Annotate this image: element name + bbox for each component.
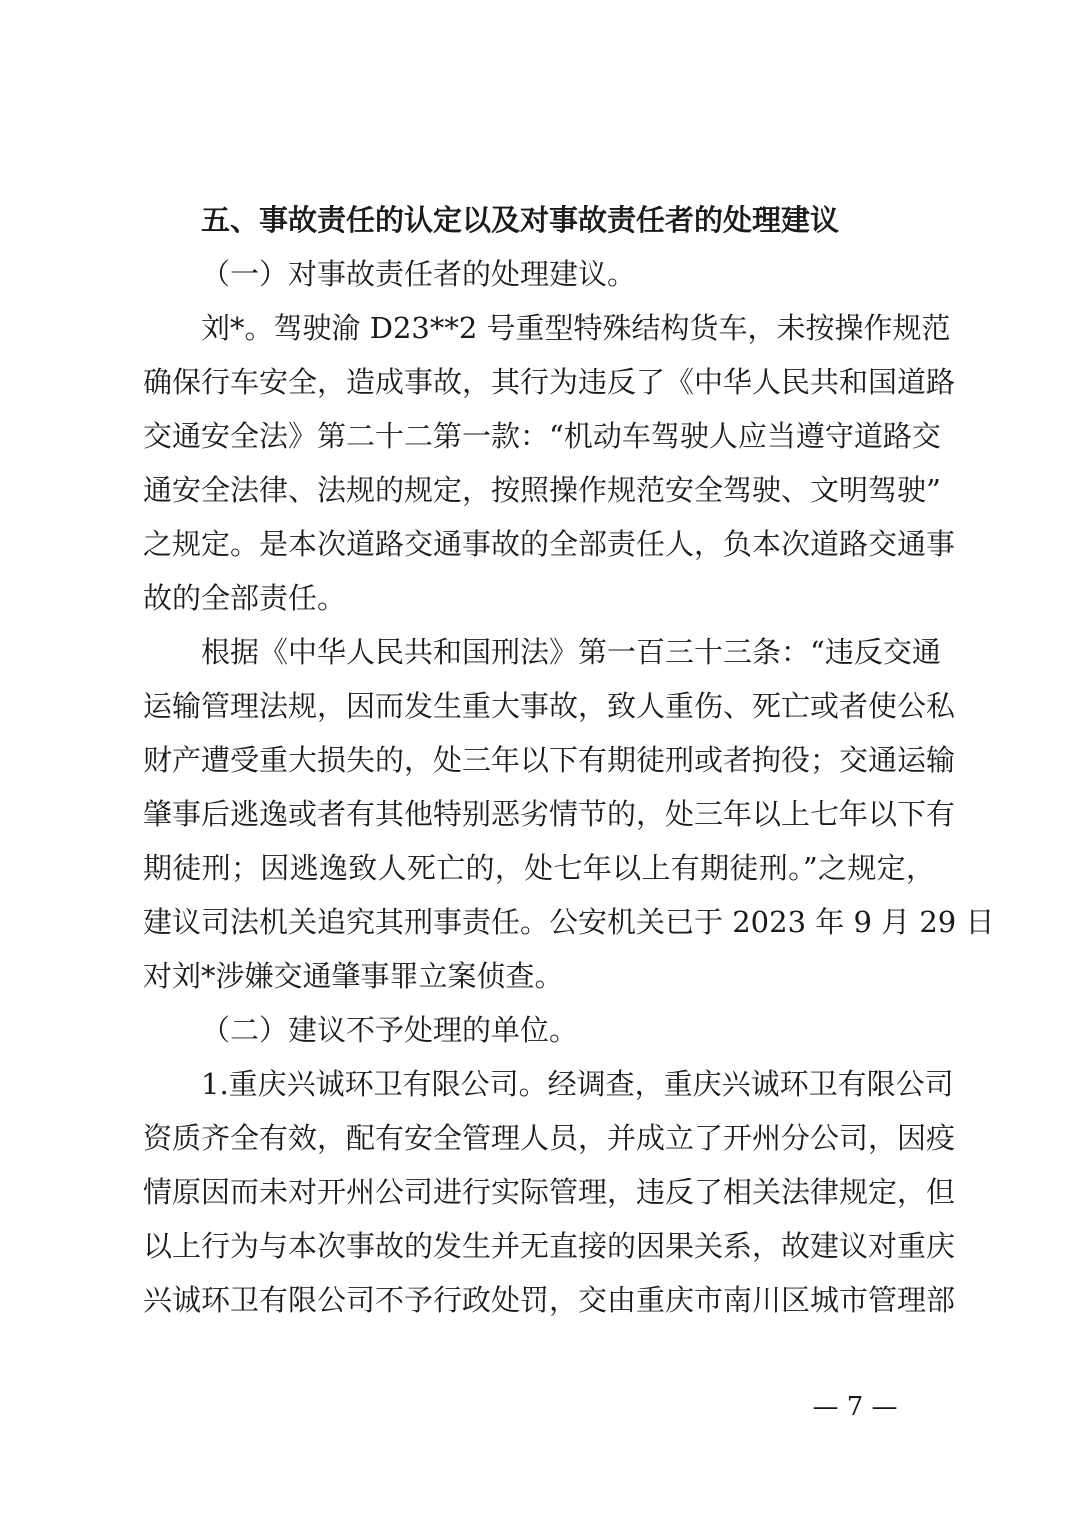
subsection-heading-1: （一）对事故责任者的处理建议。 bbox=[201, 257, 637, 291]
paragraph-line: 资质齐全有效，配有安全管理人员，并成立了开州分公司，因疫 bbox=[143, 1121, 956, 1155]
paragraph-line: 运输管理法规，因而发生重大事故，致人重伤、死亡或者使公私 bbox=[143, 689, 956, 723]
section-heading: 五、事故责任的认定以及对事故责任者的处理建议 bbox=[201, 203, 840, 237]
paragraph-line: 兴诚环卫有限公司不予行政处罚，交由重庆市南川区城市管理部 bbox=[143, 1283, 956, 1317]
paragraph-line: 情原因而未对开州公司进行实际管理，违反了相关法律规定，但 bbox=[143, 1175, 956, 1209]
paragraph-line: 确保行车安全，造成事故，其行为违反了《中华人民共和国道路 bbox=[143, 365, 956, 399]
paragraph-line: 1.重庆兴诚环卫有限公司。经调查，重庆兴诚环卫有限公司 bbox=[201, 1067, 954, 1101]
page-number: — 7 — bbox=[812, 1392, 898, 1422]
paragraph-line: 期徒刑；因逃逸致人死亡的，处七年以上有期徒刑。”之规定， bbox=[143, 851, 935, 885]
subsection-heading-2: （二）建议不予处理的单位。 bbox=[201, 1013, 579, 1047]
paragraph-line: 对刘*涉嫌交通肇事罪立案侦查。 bbox=[143, 959, 564, 993]
paragraph-line: 肇事后逃逸或者有其他特别恶劣情节的，处三年以上七年以下有 bbox=[143, 797, 956, 831]
paragraph-line: 以上行为与本次事故的发生并无直接的因果关系，故建议对重庆 bbox=[143, 1229, 956, 1263]
paragraph-line: 根据《中华人民共和国刑法》第一百三十三条：“违反交通 bbox=[201, 635, 941, 669]
paragraph-line: 之规定。是本次道路交通事故的全部责任人，负本次道路交通事 bbox=[143, 527, 956, 561]
paragraph-line: 交通安全法》第二十二第一款：“机动车驾驶人应当遵守道路交 bbox=[143, 419, 941, 453]
paragraph-line: 故的全部责任。 bbox=[143, 581, 347, 615]
paragraph-line: 刘*。驾驶渝 D23**2 号重型特殊结构货车，未按操作规范 bbox=[201, 311, 951, 345]
paragraph-line: 建议司法机关追究其刑事责任。公安机关已于 2023 年 9 月 29 日 bbox=[143, 905, 995, 939]
paragraph-line: 财产遭受重大损失的，处三年以下有期徒刑或者拘役；交通运输 bbox=[143, 743, 956, 777]
paragraph-line: 通安全法律、法规的规定，按照操作规范安全驾驶、文明驾驶” bbox=[143, 473, 941, 507]
